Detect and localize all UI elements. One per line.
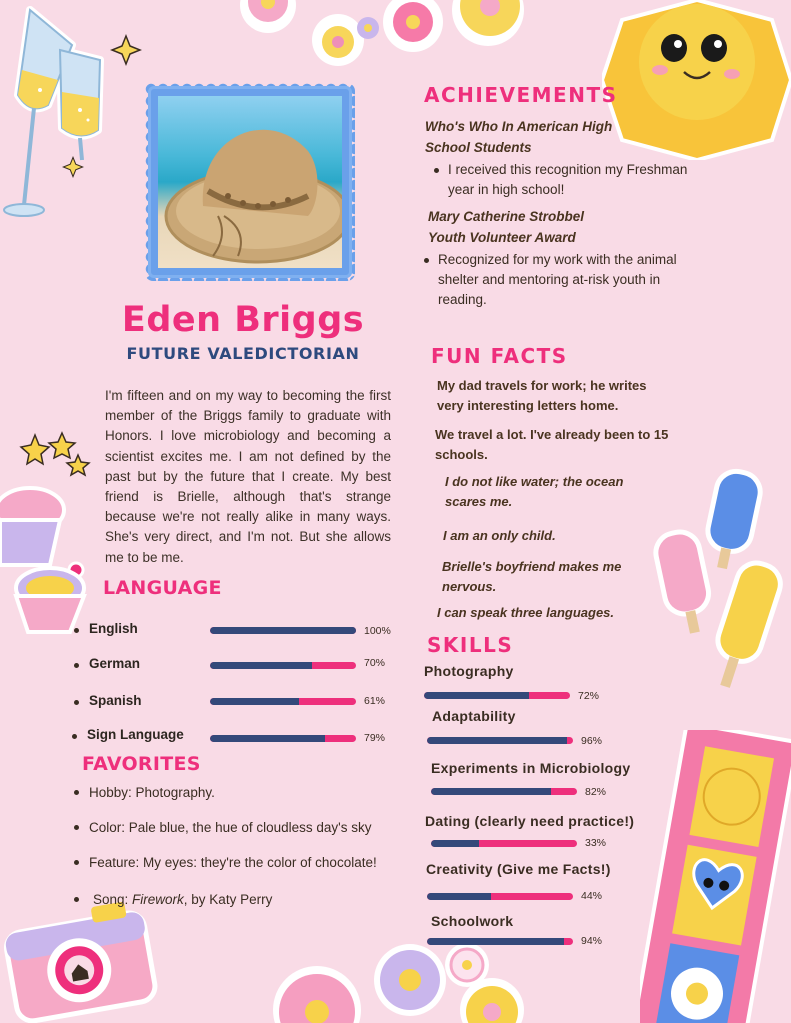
achievement-desc-line: reading.	[438, 292, 487, 307]
skill-label: Photography	[424, 663, 514, 679]
favorite-item	[74, 820, 372, 835]
achievement-desc	[438, 250, 708, 310]
achievement-title	[428, 206, 584, 248]
fun-fact-line: very interesting letters home.	[437, 398, 619, 413]
film-strip-icon	[640, 730, 791, 1023]
profile-photo	[158, 96, 342, 268]
bullet	[74, 663, 79, 668]
bullet	[72, 734, 77, 739]
skill-bar-fill	[427, 938, 564, 945]
skill-bar	[427, 893, 573, 900]
favorite-text: , by Katy Perry	[183, 892, 273, 907]
skill-label: Experiments in Microbiology	[431, 760, 631, 776]
skill-bar-fill	[427, 893, 491, 900]
skill-bar	[424, 692, 570, 699]
fun-fact	[442, 557, 621, 597]
skills-heading: SKILLS	[427, 633, 514, 657]
language-pct: 79%	[364, 732, 386, 744]
language-bar-fill	[210, 627, 356, 634]
skill-bar	[431, 840, 577, 847]
skill-pct: 72%	[578, 690, 600, 702]
favorite-text: Hobby: Photography.	[89, 785, 215, 800]
language-pct: 100%	[364, 625, 391, 637]
language-pct: 70%	[364, 657, 386, 669]
language-row	[74, 693, 404, 713]
bullet	[74, 897, 79, 902]
language-row	[74, 621, 404, 641]
favorite-item	[74, 855, 377, 870]
bullet	[424, 258, 429, 263]
favorites-heading: FAVORITES	[82, 753, 201, 775]
language-bar	[210, 627, 356, 634]
skill-pct: 82%	[585, 786, 607, 798]
fun-fact	[443, 526, 556, 546]
fun-fact-line: I can speak three languages.	[437, 605, 615, 620]
skill-bar-fill	[431, 840, 479, 847]
fun-fact	[437, 603, 614, 623]
achievement-desc	[448, 160, 708, 200]
skill-label: Creativity (Give me Facts!)	[426, 861, 611, 877]
fun-fact-line: I am an only child.	[443, 528, 556, 543]
sun-icon	[602, 0, 791, 160]
skill-pct: 44%	[581, 890, 603, 902]
language-bar-fill	[210, 698, 299, 705]
language-bar	[210, 735, 356, 742]
achievement-desc-line: I received this recognition my Freshman	[448, 162, 688, 177]
language-row	[74, 656, 404, 676]
language-heading: LANGUAGE	[103, 577, 222, 599]
language-label: Spanish	[89, 693, 142, 708]
fun-fact	[445, 472, 623, 512]
skill-bar	[431, 788, 577, 795]
sparkle-star-icon	[62, 156, 84, 178]
skill-label: Adaptability	[432, 708, 516, 724]
language-label: German	[89, 656, 141, 671]
bullet	[74, 628, 79, 633]
fun-fact-line: We travel a lot. I've already been to 15	[435, 427, 669, 442]
language-bar-fill	[210, 662, 312, 669]
fun-fact-line: I do not like water; the ocean	[445, 474, 624, 489]
skill-pct: 33%	[585, 837, 607, 849]
language-pct: 61%	[364, 695, 386, 707]
achievement-title-line: School Students	[425, 140, 532, 155]
language-bar	[210, 662, 356, 669]
profile-subtitle: FUTURE VALEDICTORIAN	[126, 344, 360, 363]
skill-bar	[427, 938, 573, 945]
popsicle-icon	[652, 462, 791, 732]
skill-bar-fill	[427, 737, 567, 744]
fun-fact-line: Brielle's boyfriend makes me	[442, 559, 622, 574]
language-label: Sign Language	[87, 727, 184, 742]
achievement-title-line: Mary Catherine Strobbel	[428, 209, 585, 224]
achievement-title	[425, 116, 612, 158]
fun-fact-line: scares me.	[445, 494, 513, 509]
achievement-title-line: Who's Who In American High	[425, 119, 613, 134]
achievements-heading: ACHIEVEMENTS	[424, 83, 618, 107]
fun-fact	[435, 425, 668, 465]
skill-bar-fill	[424, 692, 529, 699]
achievement-desc-line: shelter and mentoring at-risk youth in	[438, 272, 661, 287]
language-label: English	[89, 621, 138, 636]
achievement-desc-line: Recognized for my work with the animal	[438, 252, 677, 267]
bullet	[74, 790, 79, 795]
skill-bar	[427, 737, 573, 744]
favorite-song-title: Firework	[132, 892, 184, 907]
skill-pct: 94%	[581, 935, 603, 947]
bullet	[74, 860, 79, 865]
cupcake-icon	[0, 425, 100, 570]
bullet	[74, 700, 79, 705]
profile-photo-frame	[148, 86, 352, 278]
flower-icon	[262, 940, 562, 1023]
fun-facts-heading: FUN FACTS	[431, 344, 568, 368]
skill-label: Schoolwork	[431, 913, 514, 929]
fun-fact-line: nervous.	[442, 579, 497, 594]
language-row	[72, 727, 402, 747]
fun-fact-line: My dad travels for work; he writes	[437, 378, 647, 393]
favorite-item	[74, 785, 215, 800]
sparkle-star-icon	[110, 34, 142, 66]
camera-icon	[0, 898, 160, 1023]
favorite-text: Song:	[93, 892, 133, 907]
bullet	[434, 168, 439, 173]
skill-label: Dating (clearly need practice!)	[425, 813, 635, 829]
favorite-item	[74, 892, 272, 907]
champagne-glasses-icon	[0, 0, 110, 230]
language-bar	[210, 698, 356, 705]
sun-hat-image	[158, 96, 342, 268]
skill-pct: 96%	[581, 735, 603, 747]
favorite-text: Feature: My eyes: they're the color of chocolate!	[89, 855, 377, 870]
favorite-text: Color: Pale blue, the hue of cloudless day's sky	[89, 820, 372, 835]
achievement-title-line: Youth Volunteer Award	[428, 230, 576, 245]
fun-fact-line: schools.	[435, 447, 488, 462]
bullet	[74, 825, 79, 830]
achievement-desc-line: year in high school!	[448, 182, 565, 197]
language-bar-fill	[210, 735, 325, 742]
profile-bio: I'm fifteen and on my way to becoming the first member of the Briggs family to graduate with Honors. I love microbiology and becoming a scientist excites me. I am not defined by the past but by the future that I create. My best friend is Brielle, although that's strange because we're not really alike in many ways. She's very direct, and I'm not. But she allows me to be me.	[105, 388, 391, 565]
flower-icon	[228, 0, 558, 70]
fun-fact	[437, 376, 647, 416]
skill-bar-fill	[431, 788, 551, 795]
profile-name: Eden Briggs	[121, 300, 365, 340]
